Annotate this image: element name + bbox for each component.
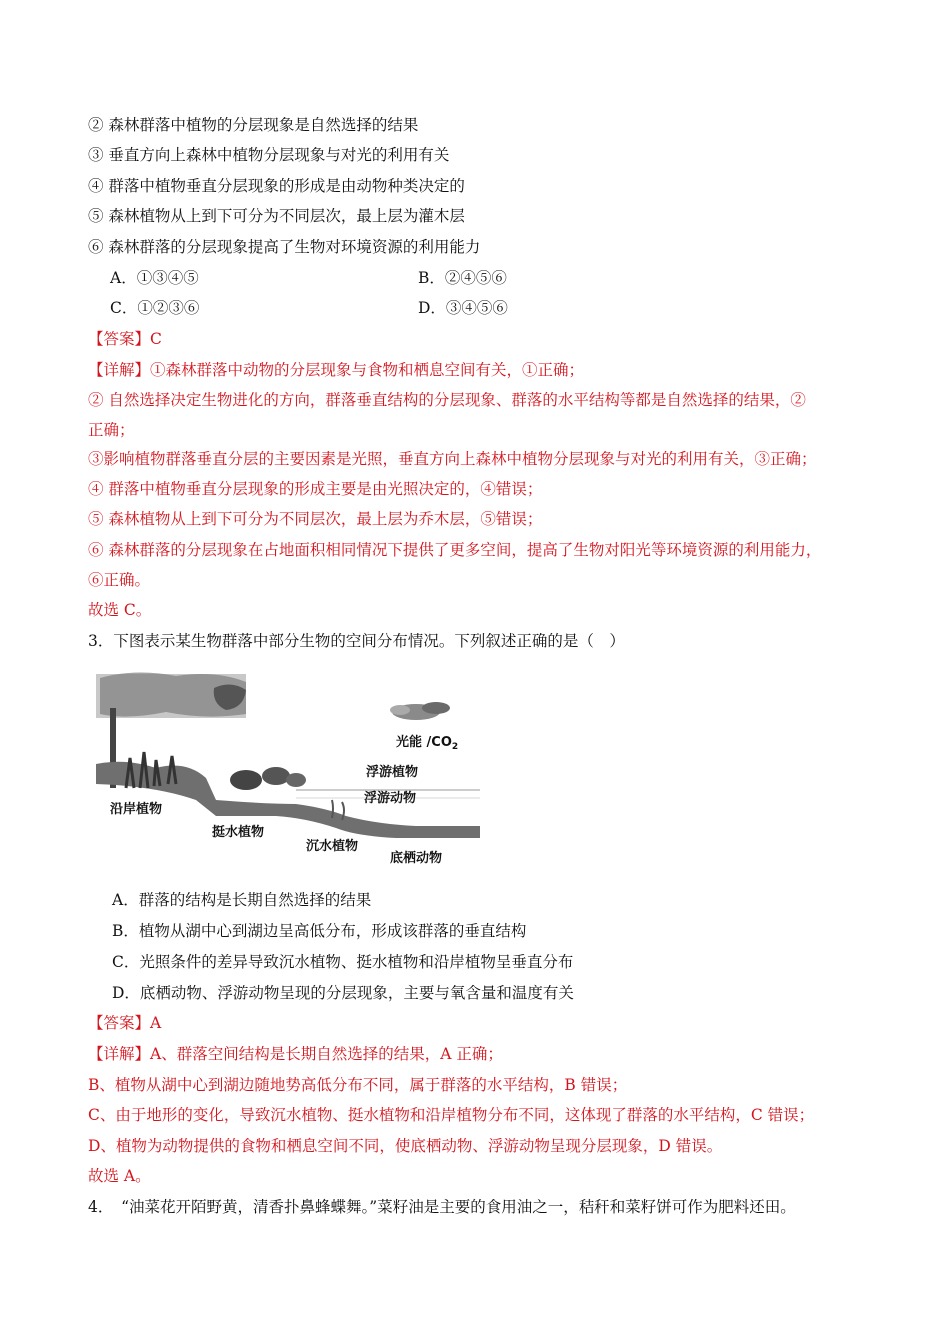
lake-community-diagram bbox=[96, 668, 480, 874]
q2-option-d: D．③④⑤⑥ bbox=[418, 299, 508, 317]
detail-text: A、群落空间结构是长期自然选择的结果，A 正确； bbox=[150, 1045, 503, 1063]
detail-text: ①森林群落中动物的分层现象与食物和栖息空间有关，①正确； bbox=[150, 361, 585, 379]
q2-option-a: A．①③④⑤ bbox=[110, 269, 199, 287]
q2-detail-line-2: ② 自然选择决定生物进化的方向，群落垂直结构的分层现象、群落的水平结构等都是自然选择的结果，② bbox=[88, 391, 806, 409]
label-submerged-plants: 沉水植物 bbox=[306, 839, 359, 854]
q3-option-b: B．植物从湖中心到湖边呈高低分布，形成该群落的垂直结构 bbox=[112, 922, 527, 940]
q2-answer bbox=[88, 329, 162, 349]
q2-option-c: C．①②③⑥ bbox=[110, 299, 200, 317]
label-light-co2: 光能 $/CO_2$ bbox=[396, 735, 459, 752]
statement-2: ② 森林群落中植物的分层现象是自然选择的结果 bbox=[88, 116, 419, 134]
q3-detail-line-4: D、植物为动物提供的食物和栖息空间不同，使底栖动物、浮游动物呈现分层现象，D 错误。 bbox=[88, 1137, 723, 1155]
detail-tag: 【详解】 bbox=[88, 361, 151, 379]
statement-3: ③ 垂直方向上森林中植物分层现象与对光的利用有关 bbox=[88, 146, 450, 164]
label-plankton-animals: 浮游动物 bbox=[364, 791, 417, 806]
q2-detail-line-1 bbox=[88, 360, 584, 380]
q2-detail-line-6: ⑤ 森林植物从上到下可分为不同层次，最上层为乔木层，⑤错误； bbox=[88, 510, 543, 528]
label-shore-plants: 沿岸植物 bbox=[110, 802, 163, 817]
answer-tag: 【答案】 bbox=[88, 330, 151, 348]
q2-detail-line-3: 正确； bbox=[88, 421, 135, 439]
q2-option-b: B．②④⑤⑥ bbox=[418, 269, 507, 287]
label-plankton-plants: 浮游植物 bbox=[366, 765, 419, 780]
q3-detail-line-1 bbox=[88, 1044, 503, 1064]
label-benthic-animals: 底栖动物 bbox=[390, 851, 443, 866]
q2-conclusion: 故选 C。 bbox=[88, 601, 152, 619]
q2-detail-line-8: ⑥正确。 bbox=[88, 571, 151, 589]
statement-5: ⑤ 森林植物从上到下可分为不同层次，最上层为灌木层 bbox=[88, 207, 465, 225]
statement-6: ⑥ 森林群落的分层现象提高了生物对环境资源的利用能力 bbox=[88, 238, 481, 256]
q3-detail-line-2: B、植物从湖中心到湖边随地势高低分布不同，属于群落的水平结构，B 错误； bbox=[88, 1076, 628, 1094]
q4-stem: 4． “油菜花开陌野黄，清香扑鼻蜂蝶舞。”菜籽油是主要的食用油之一，秸秆和菜籽饼可作为肥料还田。 bbox=[88, 1198, 796, 1216]
q3-conclusion: 故选 A。 bbox=[88, 1167, 151, 1185]
q2-detail-line-5: ④ 群落中植物垂直分层现象的形成主要是由光照决定的，④错误； bbox=[88, 480, 543, 498]
q3-detail-line-3: C、由于地形的变化，导致沉水植物、挺水植物和沿岸植物分布不同，这体现了群落的水平结构，C 错误； bbox=[88, 1106, 815, 1124]
q3-option-c: C．光照条件的差异导致沉水植物、挺水植物和沿岸植物呈垂直分布 bbox=[112, 953, 574, 971]
q3-option-d: D．底栖动物、浮游动物呈现的分层现象，主要与氧含量和温度有关 bbox=[112, 984, 574, 1002]
lake-community-figure bbox=[96, 668, 480, 874]
q2-detail-line-7: ⑥ 森林群落的分层现象在占地面积相同情况下提供了更多空间，提高了生物对阳光等环境资源的利用能力， bbox=[88, 541, 822, 559]
answer-value: A bbox=[150, 1014, 162, 1032]
statement-4: ④ 群落中植物垂直分层现象的形成是由动物种类决定的 bbox=[88, 177, 465, 195]
q3-option-a: A．群落的结构是长期自然选择的结果 bbox=[112, 891, 372, 909]
q3-answer bbox=[88, 1013, 161, 1033]
q2-detail-line-4: ③影响植物群落垂直分层的主要因素是光照，垂直方向上森林中植物分层现象与对光的利用有关，③正确； bbox=[88, 450, 817, 468]
answer-tag: 【答案】 bbox=[88, 1014, 151, 1032]
detail-tag: 【详解】 bbox=[88, 1045, 151, 1063]
q3-stem: 3．下图表示某生物群落中部分生物的空间分布情况。下列叙述正确的是（ ） bbox=[88, 632, 625, 650]
answer-value: C bbox=[150, 330, 162, 348]
label-emergent-plants: 挺水植物 bbox=[212, 825, 265, 840]
